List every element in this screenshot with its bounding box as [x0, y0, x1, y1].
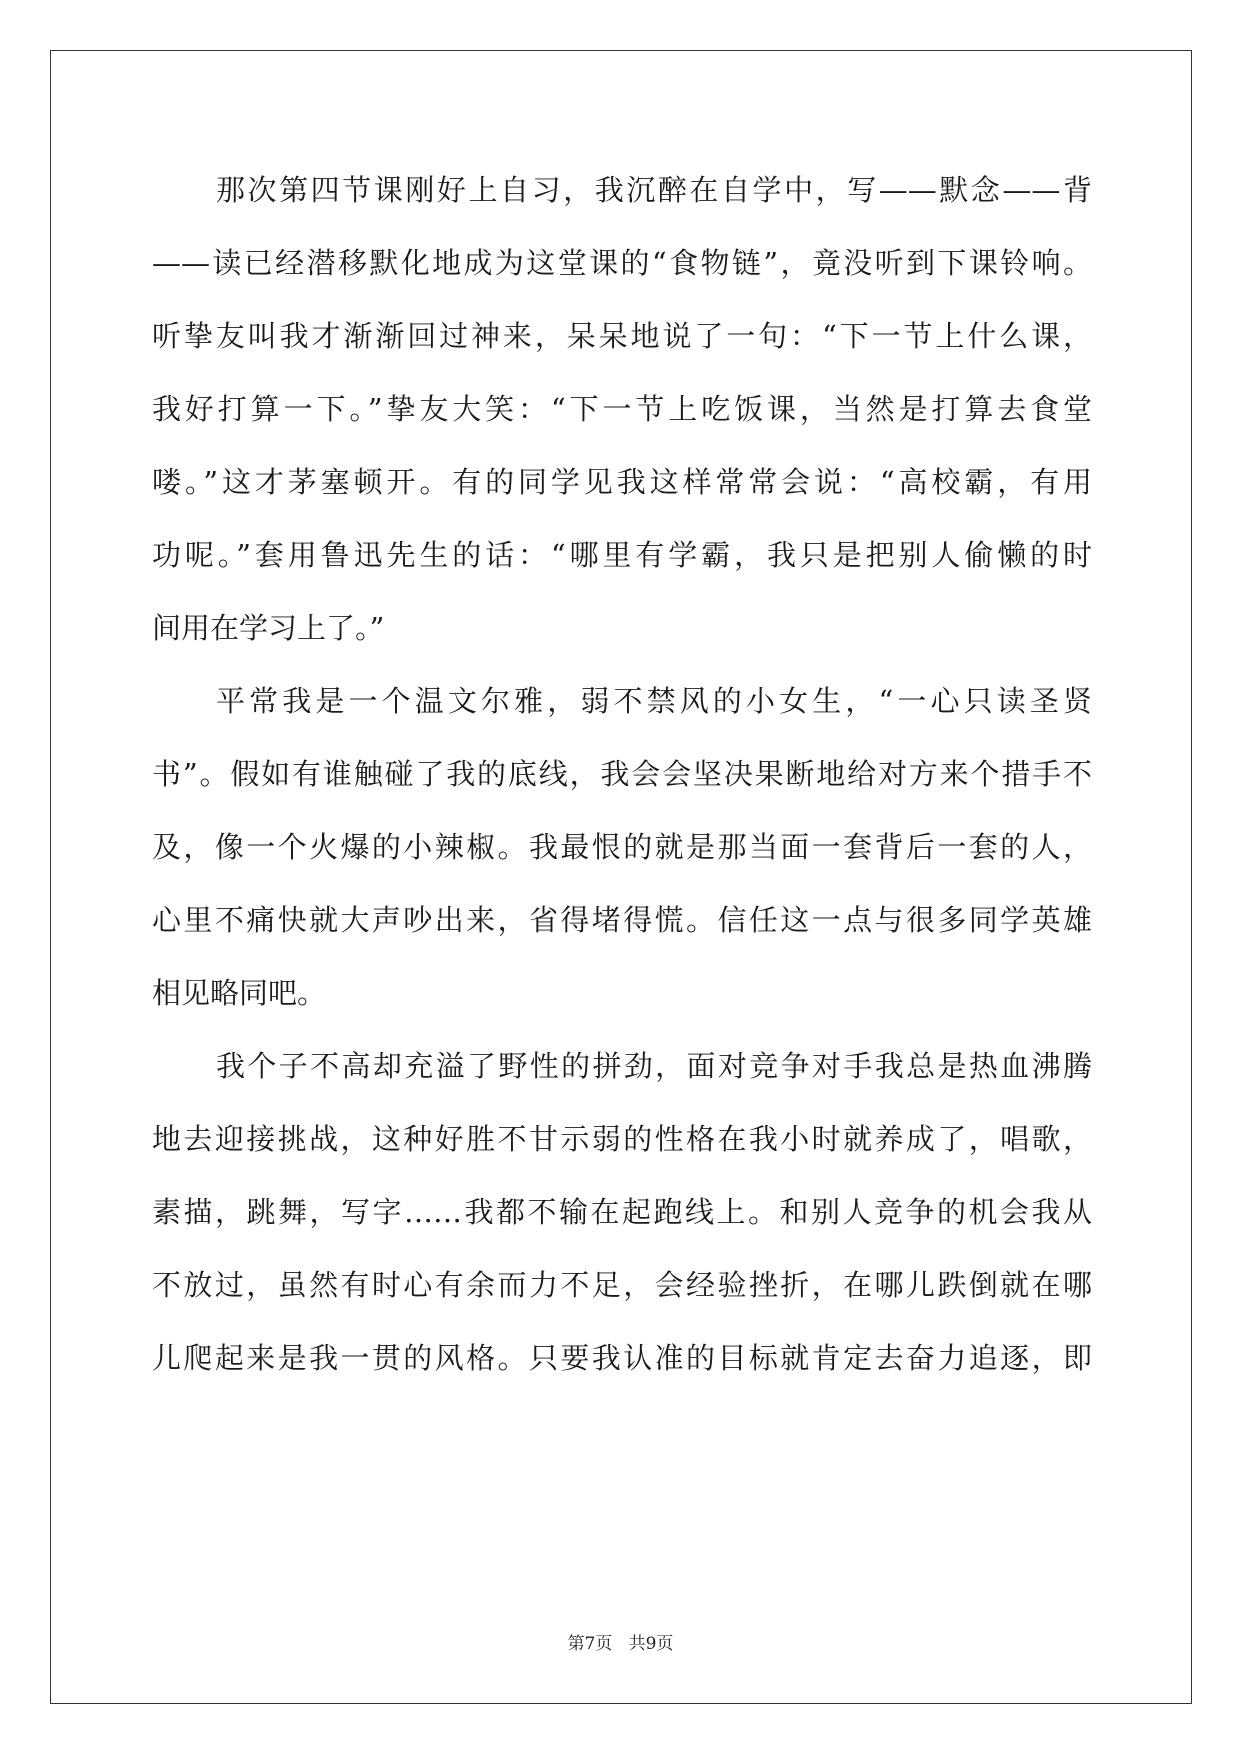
text-line: 我个子不高却充溢了野性的拼劲，面对竞争对手我总是热血沸腾 [216, 1049, 1092, 1083]
text-line: 不放过，虽然有时心有余而力不足，会经验挫折，在哪儿跌倒就在哪 [152, 1268, 1092, 1302]
text-line: 喽。”这才茅塞顿开。有的同学见我这样常常会说：“高校霸，有用 [152, 465, 1092, 499]
text-line: 听挚友叫我才渐渐回过神来，呆呆地说了一句：“下一节上什么课， [152, 319, 1092, 353]
text-line: ——读已经潜移默化地成为这堂课的“食物链”，竟没听到下课铃响。 [152, 246, 1092, 280]
page-total: 共9页 [628, 1634, 674, 1654]
text-line: 儿爬起来是我一贯的风格。只要我认准的目标就肯定去奋力追逐，即 [152, 1341, 1092, 1375]
page-border [50, 50, 1192, 1704]
text-line: 书”。假如有谁触碰了我的底线，我会会坚决果断地给对方来个措手不 [152, 757, 1092, 791]
text-line: 相见略同吧。 [152, 976, 327, 1010]
text-line: 功呢。”套用鲁迅先生的话：“哪里有学霸，我只是把别人偷懒的时 [152, 538, 1092, 572]
text-line: 那次第四节课刚好上自习，我沉醉在自学中，写——默念——背 [216, 173, 1092, 207]
text-line: 平常我是一个温文尔雅，弱不禁风的小女生，“一心只读圣贤 [216, 684, 1092, 718]
text-line: 地去迎接挑战，这种好胜不甘示弱的性格在我小时就养成了，唱歌， [152, 1122, 1092, 1156]
text-line: 及，像一个火爆的小辣椒。我最恨的就是那当面一套背后一套的人， [152, 830, 1092, 864]
text-line: 素描，跳舞，写字……我都不输在起跑线上。和别人竞争的机会我从 [152, 1195, 1092, 1229]
text-line: 我好打算一下。”挚友大笑：“下一节上吃饭课，当然是打算去食堂 [152, 392, 1092, 426]
page-number: 第7页 [567, 1634, 613, 1654]
text-line: 心里不痛快就大声吵出来，省得堵得慌。信任这一点与很多同学英雄 [152, 903, 1092, 937]
page-footer [0, 1633, 1241, 1655]
text-line: 间用在学习上了。” [152, 611, 385, 645]
